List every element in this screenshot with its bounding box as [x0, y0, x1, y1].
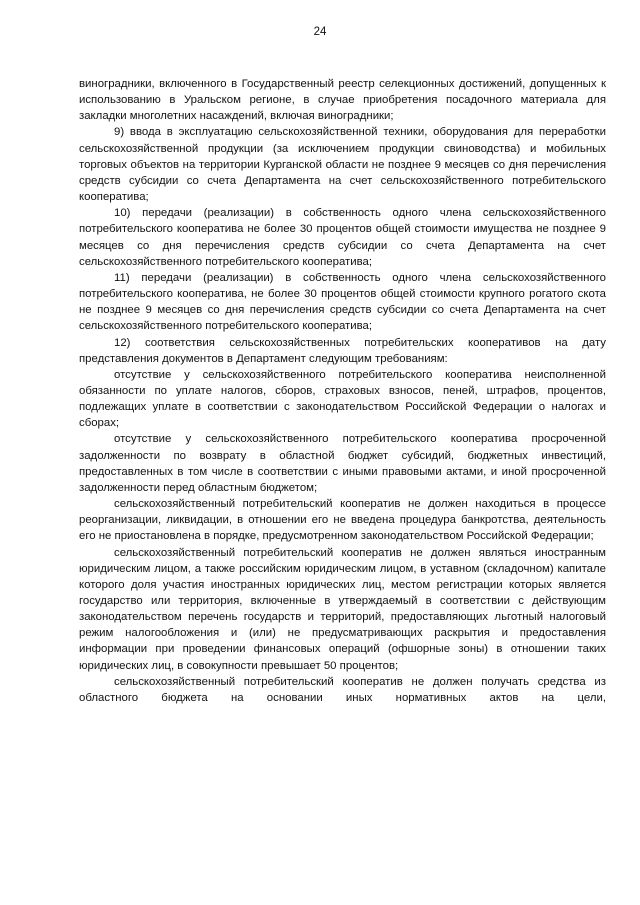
paragraph-requirement-other-funds: сельскохозяйственный потребительский кооператив не должен получать средства из областного бюджета на основании иных нормативных актов на цели, — [79, 675, 606, 704]
paragraph-requirement-taxes: отсутствие у сельскохозяйственного потребительского кооператива неисполненной обязанности по уплате налогов, сборов, страховых взносов, пеней, штрафов, процентов, подлежащих уплате в соответствии с законодательством Российской Федерации о налогах и сборах; — [79, 368, 606, 430]
paragraph-item-10: 10) передачи (реализации) в собственность одного члена сельскохозяйственного потребительского кооператива не более 30 процентов общей стоимости имущества не позднее 9 месяцев со дня перечисления средств субсидии со счета Департамента на счет сельскохозяйственного потребительского кооператива; — [79, 207, 606, 268]
paragraph-item-9: 9) ввода в эксплуатацию сельскохозяйственной техники, оборудования для переработки сельскохозяйственной продукции (за исключением продукции свиноводства) и мобильных торговых объектов на территории Курганской области не позднее 9 месяцев со дня перечисления средств субсидии со счета Департамента на счет сельскохозяйственного потребительского кооператива; — [79, 126, 606, 204]
paragraph-continuation: виноградники, включенного в Государственный реестр селекционных достижений, допущенных к использованию в Уральском регионе, в случае приобретения посадочного материала для закладки многолетних насаждений, включая виноградники; — [79, 78, 606, 123]
paragraph-requirement-reorganization: сельскохозяйственный потребительский кооператив не должен находиться в процессе реорганизации, ликвидации, в отношении его не введена процедура банкротства, деятельность его не приостановлена в порядке, предусмотренном законодательством Российской Федерации; — [79, 498, 606, 543]
page-number: 24 — [313, 26, 327, 38]
paragraph-requirement-foreign-entity: сельскохозяйственный потребительский кооператив не должен являться иностранным юридическим лицом, а также российским юридическим лицом, в уставном (складочном) капитале которого доля участия иностранных юридических лиц, местом регистрации которых является государство или территория, включенные в утверждаемый в соответствии с действующим законодательством перечень государств и территорий, предоставляющих льготный налоговый режим налогообложения и (или) не предусматривающих раскрытия и предоставления информации при проведении финансовых операций (офшорные зоны) в отношении таких юридических лиц, в совокупности превышает 50 процентов; — [79, 546, 606, 672]
paragraph-item-11: 11) передачи (реализации) в собственность одного члена сельскохозяйственного потребительского кооператива, не более 30 процентов общей стоимости крупного рогатого скота не позднее 9 месяцев со дня перечисления средств субсидии со счета Департамента на счет сельскохозяйственного потребительского кооператива; — [79, 271, 606, 333]
paragraph-item-12: 12) соответствия сельскохозяйственных потребительских кооперативов на дату представления документов в Департамент следующим требованиям: — [79, 336, 606, 365]
document-body — [79, 76, 606, 706]
paragraph-requirement-debt: отсутствие у сельскохозяйственного потребительского кооператива просроченной задолженности по возврату в областной бюджет субсидий, бюджетных инвестиций, предоставленных в том числе в соответствии с иными правовыми актами, и иной просроченной задолженности перед областным бюджетом; — [79, 433, 606, 494]
